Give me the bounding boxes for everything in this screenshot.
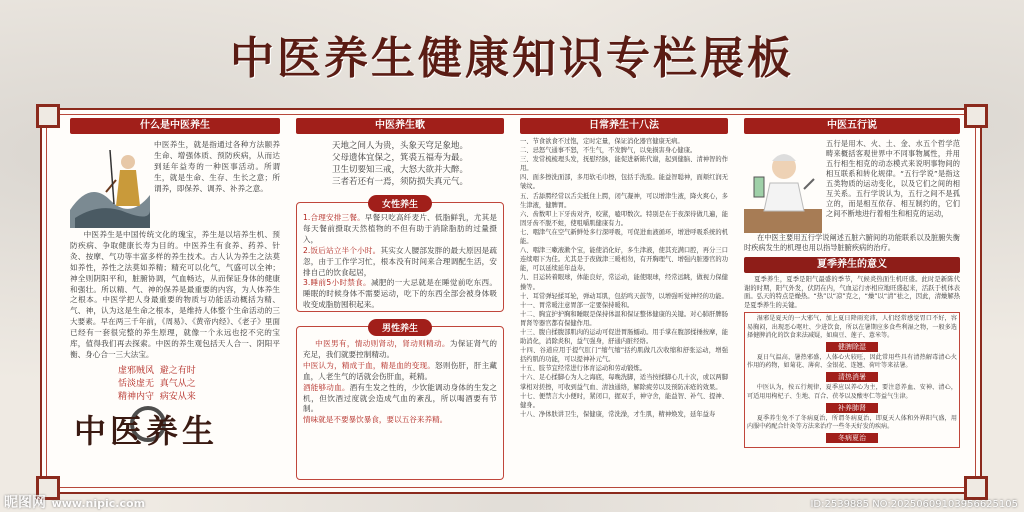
method-item: 十四、谷道应用于提气肛门“缩气缩”括约肌做几次收缩和舒张运动，增强括约肌的功能，可以提神补元气。 [520, 347, 728, 364]
summer-intro: 夏季养生，夏季是阳气最盛的季节，气候炎热面生机旺盛。此时是新陈代谢的时期，阳气外发，伏阴在内，气血运行亦相应地旺盛起来，活跃于机体表面。弘天的特点是燥热。“热”以“凉”克之，“燥”以“清”祛之，因此，清燥解热是夏季养生的关键。 [744, 276, 960, 309]
five-elements-intro: 五行是用木、火、土、金、水五个哲学范畴来概括客观世界中不同事物属性，并用五行相生相克的动态模式来说明事物间的相互联系和转化规律。“五行学说”是指这五类物质的运动变化，以及它们之间的相互关系。五行学说认为，五行之间不是孤立的，而是相互依存、相互制约的，它们之间不断地进行着相生和相克的运动， [826, 139, 960, 218]
column-what-is [70, 118, 280, 484]
section-header: 日常养生十八法 [520, 118, 728, 134]
tip-label: 冬病夏治 [826, 433, 878, 443]
section-header: 什么是中医养生 [70, 118, 280, 134]
column-five-elements [744, 118, 960, 484]
method-item: 九、目运转着眼球，体能良好，常运动，能使眼球，经常远眺，做视力保健操等。 [520, 274, 728, 291]
calligraphy-title: 中医养生 [74, 411, 219, 450]
calligraphy-block [70, 404, 280, 450]
page-title: 中医养生健康知识专栏展板 [230, 33, 794, 84]
tip-label: 健脾除湿 [826, 342, 878, 352]
male-health-title: 男性养生 [368, 319, 432, 336]
female-health-title: 女性养生 [368, 195, 432, 212]
method-item: 十七、便禁言大小便时，紧闭口，握双手，神守舍，能益智、补气、提神、健身。 [520, 392, 728, 409]
corner-ornament [964, 476, 988, 500]
method-item: 十一、胃常暖注意胃部一定要保持暖和。 [520, 301, 634, 309]
method-item: 十三、腹自揉腹部肌肉的运动可促进胃肠蠕动。用手掌在腹部揉捶按摩，能助消化，消除炎积，益气强身，舒通内脏经络。 [520, 328, 728, 346]
method-item: 八、咽津三嗽液漱个宝，能使消化好，多生津液，使其充满口腔，再分三口连续咽下为佳。尤其是于夜做津三暖相勿，有开胸理气、增强内脏器官的功能，可以延续延年益寿。 [520, 247, 728, 273]
five-elements-body: 在中医主要用五行学说阐述五脏六腑间的功能联系以及脏腑失衡时疾病发生的机理也用以指导脏腑疾病的治疗。 [744, 233, 960, 252]
male-health-box: 男性养生 中医男有，情动则肾动，肾动则精动。为保证肾气的充足，我们就要控制精动。 中医认为，精成于血，精是血的变现。怒则伤肝，肝主藏血，人老生气的话就会伤肝血，耗精。 酒能够动血。酒有生发之性的，少饮能调动身体的生发之机，但饮酒过度就会造成气血的紊乱，所以喝酒要有节制。 情味就是不要暴饮暴食，要以五谷来养精。 [296, 326, 504, 480]
method-item: 二、忌怒气通事不怒，不生气，不发脾气，以免损害身心健康。 [520, 147, 697, 155]
site-watermark: 昵图网 www.nipic.com [4, 495, 146, 511]
method-item: 一、节食欲食不过饱，定时定量，保证消化器官健康无病。 [520, 138, 684, 145]
method-item: 十五、肢节宜经常进行体育运动和劳动锻炼。 [520, 365, 646, 373]
tip-label: 补养肺肾 [826, 403, 878, 413]
song-lines: 天地之间人为贵，头象天穹足象地。 父母遗体宜保之，箕裘五福寿为最。 卫生切要知三戒，大怒大欲并大醉。 三者若还有一焉，须防损失真元气。 [331, 141, 468, 187]
section-header: 中医养生歌 [296, 118, 504, 134]
female-health-box: 女性养生 1.合理安排三餐。早餐只吃高纤麦片、低脂鲜乳，尤其是每天餐前摄取天然植物的不但有助于消除脂肪的过量摄入， 2.饭后站立半个小时。其实女人腰部发胖的最大原因是疏忽，由于工作学习忙，根本没有时间来合理调配生活，安排自己的饮食起居， 3.睡前5小时禁食。减肥的一大忌就是在睡觉前吃东西。睡眠的时候身体不需要运动，吃下的东西全部会被身体吸收变成脂肪囤积起来。 [296, 202, 504, 312]
corner-ornament [36, 104, 60, 128]
intro-paragraph: 中医养生，就是指通过各种方法颐养生命、增强体质、预防疾病，从而达到延年益寿的一种医事活动。所谓生，就是生命、生存、生长之意；所谓养，即保养、调养、补养之意。 [154, 140, 280, 193]
summer-header: 夏季养生的意义 [744, 257, 960, 273]
corner-ornament [964, 104, 988, 128]
method-item: 七、咽津气在空气新鲜处多行深呼吸，可促进血液循环，增进呼吸系统的机能。 [520, 228, 728, 246]
method-item: 十八、净体肤讲卫生，保健康，常洗澡，才生肌，精神焕发，延年益寿 [520, 410, 716, 418]
column-daily-methods [520, 118, 728, 484]
tip-label: 清热消暑 [826, 372, 878, 382]
method-item: 十六、足心揉脚心为人之海底，每晚洗脚，适当按揉脚心几十次，或以两脚掌相对搓擦，可收到益气血、清浊通络，解除疲劳以及预防冻疮的效果。 [520, 374, 728, 391]
methods-list [520, 137, 728, 419]
method-item: 五、舌舔腭经常以舌尖抵住上腭，闭气凝神，可以增津生液，降火爽心，多生津液，健脾胃。 [520, 192, 728, 209]
method-item: 六、齿数叩上下牙齿对齐，咬紧，嗑叩数次。特别是在于夜深待做几遍，能固牙齿不脱不蛀，使咀嚼肌健康有力。 [520, 210, 728, 227]
doctor-illustration [744, 139, 822, 233]
method-item: 十、耳常弹轻揉耳轮，弹动耳肌，包括鸣天鼓等，以增强听觉神经的功能。 [520, 292, 728, 300]
body-paragraph: 中医养生是中国传统文化的瑰宝，养生是以培养生机、预防疾病、争取健康长寿为目的。中医养生有食养、药养、针灸、按摩、气功等丰富多样的养生技术。古人认为养生之法莫如养性，养性之法莫如养精；精充可以化气，气盛可以全神；神全则阴阳平和，脏腑协调，气血畅达，从而保证身体的健康和强壮。所以精、气、神的保养是最重要的内容，为人体养生之根本。中医学把人身最重要的物质与功能活动概括为精、气、神，认为这是生命之根本，是维持人体整个生命活动的三大要素。早在两三千年前，《周易》、《黄帝内经》、《老子》里面已经有一套很完整的养生原理，就像一个永远也挖不完的宝库，值得我们再去探索。中医的养生观包括天人合一、阴阳平衡、身心合一三大法宝。 [70, 230, 280, 359]
method-item: 四、面多擦洗面部，多用软毛巾擦，包括手洗脸。能益智聪神，面颊红润无皱纹。 [520, 174, 728, 191]
verse-block: 虚邪贼风 避之有时 恬淡虚无 真气从之 精神内守 病安从来 [118, 365, 196, 402]
summer-tips: 湿邪是夏天的一大邪气，加上夏日降雨充沛，人们经常感觉胃口不好，容易胸闷，出现恶心呕吐、少进饮食，所以在暑期应多食些利湿之物，一般多选择健脾消化的饮食来法减疑，如扁豆、莲子、薏米等。 健脾除湿 夏日气温高，暑热邪盛，人体心火较旺，因此常用些具有清热解毒清心火作用的药物，如菊花、薄荷、金银花、连翘、荷叶等来祛暑。 清热消暑 中医认为，按五行规律，夏季应以养心为主，要注意养血、安神、清心，可适用用枸杞子、生地、百合、茯苓以及酸枣仁等益气生津。 补养肺肾 夏季养生免不了冬病夏治，所谓冬病夏治，即夏天人体和外界阳气盛，用内服中药配合针灸等方法来治疗一些冬天好发的疾病。 冬病夏治 [744, 312, 960, 448]
column-health-song [296, 118, 504, 484]
method-item: 三、发常梳梳理头发，抚慰经脉，能促进新陈代谢，起到健脑、清神智的作用。 [520, 156, 728, 173]
section-header: 中医五行说 [744, 118, 960, 134]
ancient-scholar-illustration [70, 140, 150, 228]
image-id-tag: ID:2539885 NO:20250609103956625105 [810, 499, 1018, 510]
method-item: 十二、胸宜护护胸和睡眠是保持体温和保证整体健康的关键。对心肺肝脾肠胃肾等器官都有保健作用。 [520, 310, 728, 327]
